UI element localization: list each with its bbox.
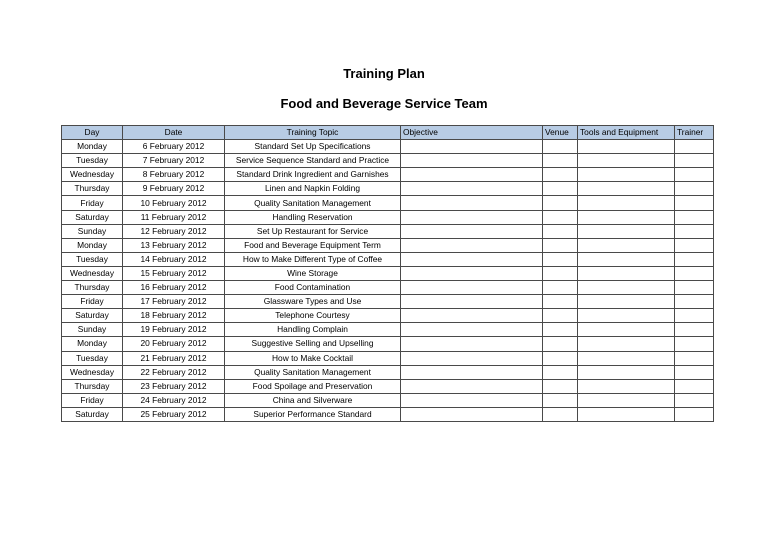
- date-cell: 19 February 2012: [123, 323, 225, 337]
- trainer-cell: [675, 224, 714, 238]
- topic-cell: China and Silverware: [225, 393, 401, 407]
- table-row: [62, 210, 714, 224]
- date-cell: 11 February 2012: [123, 210, 225, 224]
- date-cell: 20 February 2012: [123, 337, 225, 351]
- trainer-cell: [675, 407, 714, 421]
- date-cell: 21 February 2012: [123, 351, 225, 365]
- day-cell: Monday: [62, 238, 123, 252]
- topic-cell: Food and Beverage Equipment Term: [225, 238, 401, 252]
- table-row: [62, 281, 714, 295]
- objective-cell: [401, 323, 543, 337]
- tools-cell: [578, 224, 675, 238]
- day-cell: Saturday: [62, 407, 123, 421]
- topic-cell: How to Make Different Type of Coffee: [225, 252, 401, 266]
- trainer-cell: [675, 351, 714, 365]
- date-cell: 13 February 2012: [123, 238, 225, 252]
- objective-cell: [401, 295, 543, 309]
- table-row: [62, 224, 714, 238]
- venue-cell: [543, 238, 578, 252]
- day-cell: Thursday: [62, 182, 123, 196]
- day-cell: Sunday: [62, 224, 123, 238]
- objective-cell: [401, 337, 543, 351]
- day-cell: Wednesday: [62, 168, 123, 182]
- venue-cell: [543, 323, 578, 337]
- date-cell: 23 February 2012: [123, 379, 225, 393]
- objective-cell: [401, 154, 543, 168]
- tools-cell: [578, 266, 675, 280]
- venue-cell: [543, 266, 578, 280]
- venue-cell: [543, 309, 578, 323]
- day-cell: Wednesday: [62, 266, 123, 280]
- page-subtitle: Food and Beverage Service Team: [280, 96, 488, 111]
- day-cell: Wednesday: [62, 365, 123, 379]
- day-cell: Thursday: [62, 379, 123, 393]
- topic-cell: Standard Set Up Specifications: [225, 140, 401, 154]
- trainer-cell: [675, 309, 714, 323]
- table-row: [62, 309, 714, 323]
- date-cell: 18 February 2012: [123, 309, 225, 323]
- venue-cell: [543, 365, 578, 379]
- topic-cell: Wine Storage: [225, 266, 401, 280]
- table-header-row: [62, 126, 714, 140]
- tools-cell: [578, 281, 675, 295]
- topic-cell: Quality Sanitation Management: [225, 365, 401, 379]
- topic-cell: Food Contamination: [225, 281, 401, 295]
- trainer-cell: [675, 168, 714, 182]
- topic-cell: Quality Sanitation Management: [225, 196, 401, 210]
- objective-cell: [401, 351, 543, 365]
- tools-cell: [578, 140, 675, 154]
- topic-cell: Standard Drink Ingredient and Garnishes: [225, 168, 401, 182]
- tools-cell: [578, 323, 675, 337]
- date-cell: 17 February 2012: [123, 295, 225, 309]
- objective-cell: [401, 252, 543, 266]
- date-cell: 14 February 2012: [123, 252, 225, 266]
- header-tools-and-equipment: Tools and Equipment: [578, 126, 675, 140]
- table-row: [62, 154, 714, 168]
- objective-cell: [401, 224, 543, 238]
- venue-cell: [543, 252, 578, 266]
- venue-cell: [543, 337, 578, 351]
- objective-cell: [401, 140, 543, 154]
- trainer-cell: [675, 238, 714, 252]
- date-cell: 10 February 2012: [123, 196, 225, 210]
- topic-cell: How to Make Cocktail: [225, 351, 401, 365]
- table-row: [62, 407, 714, 421]
- topic-cell: Telephone Courtesy: [225, 309, 401, 323]
- venue-cell: [543, 351, 578, 365]
- trainer-cell: [675, 182, 714, 196]
- venue-cell: [543, 140, 578, 154]
- topic-cell: Handling Reservation: [225, 210, 401, 224]
- venue-cell: [543, 393, 578, 407]
- date-cell: 12 February 2012: [123, 224, 225, 238]
- date-cell: 6 February 2012: [123, 140, 225, 154]
- venue-cell: [543, 210, 578, 224]
- page-title: Training Plan: [343, 66, 425, 81]
- objective-cell: [401, 238, 543, 252]
- tools-cell: [578, 309, 675, 323]
- tools-cell: [578, 365, 675, 379]
- trainer-cell: [675, 379, 714, 393]
- venue-cell: [543, 295, 578, 309]
- trainer-cell: [675, 196, 714, 210]
- topic-cell: Set Up Restaurant for Service: [225, 224, 401, 238]
- day-cell: Monday: [62, 337, 123, 351]
- trainer-cell: [675, 252, 714, 266]
- day-cell: Tuesday: [62, 154, 123, 168]
- topic-cell: Handling Complain: [225, 323, 401, 337]
- table-row: [62, 238, 714, 252]
- table-row: [62, 337, 714, 351]
- day-cell: Monday: [62, 140, 123, 154]
- table-row: [62, 379, 714, 393]
- day-cell: Thursday: [62, 281, 123, 295]
- date-cell: 24 February 2012: [123, 393, 225, 407]
- table-row: [62, 182, 714, 196]
- objective-cell: [401, 281, 543, 295]
- venue-cell: [543, 224, 578, 238]
- table-row: [62, 393, 714, 407]
- header-training-topic: Training Topic: [225, 126, 401, 140]
- topic-cell: Suggestive Selling and Upselling: [225, 337, 401, 351]
- day-cell: Saturday: [62, 210, 123, 224]
- tools-cell: [578, 337, 675, 351]
- training-plan-table: [61, 125, 714, 422]
- header-trainer: Trainer: [675, 126, 714, 140]
- table-row: [62, 168, 714, 182]
- objective-cell: [401, 407, 543, 421]
- objective-cell: [401, 266, 543, 280]
- trainer-cell: [675, 393, 714, 407]
- topic-cell: Glassware Types and Use: [225, 295, 401, 309]
- date-cell: 7 February 2012: [123, 154, 225, 168]
- day-cell: Saturday: [62, 309, 123, 323]
- day-cell: Friday: [62, 393, 123, 407]
- objective-cell: [401, 196, 543, 210]
- tools-cell: [578, 351, 675, 365]
- day-cell: Friday: [62, 196, 123, 210]
- table-row: [62, 365, 714, 379]
- header-date: Date: [123, 126, 225, 140]
- venue-cell: [543, 407, 578, 421]
- tools-cell: [578, 295, 675, 309]
- tools-cell: [578, 168, 675, 182]
- day-cell: Tuesday: [62, 252, 123, 266]
- tools-cell: [578, 196, 675, 210]
- tools-cell: [578, 210, 675, 224]
- trainer-cell: [675, 365, 714, 379]
- header-day: Day: [62, 126, 123, 140]
- topic-cell: Food Spoilage and Preservation: [225, 379, 401, 393]
- trainer-cell: [675, 281, 714, 295]
- venue-cell: [543, 182, 578, 196]
- date-cell: 9 February 2012: [123, 182, 225, 196]
- date-cell: 25 February 2012: [123, 407, 225, 421]
- trainer-cell: [675, 154, 714, 168]
- venue-cell: [543, 196, 578, 210]
- venue-cell: [543, 168, 578, 182]
- tools-cell: [578, 393, 675, 407]
- objective-cell: [401, 309, 543, 323]
- objective-cell: [401, 393, 543, 407]
- venue-cell: [543, 154, 578, 168]
- day-cell: Tuesday: [62, 351, 123, 365]
- topic-cell: Linen and Napkin Folding: [225, 182, 401, 196]
- tools-cell: [578, 182, 675, 196]
- trainer-cell: [675, 295, 714, 309]
- date-cell: 8 February 2012: [123, 168, 225, 182]
- trainer-cell: [675, 140, 714, 154]
- topic-cell: Superior Performance Standard: [225, 407, 401, 421]
- trainer-cell: [675, 323, 714, 337]
- table-row: [62, 196, 714, 210]
- objective-cell: [401, 379, 543, 393]
- tools-cell: [578, 154, 675, 168]
- venue-cell: [543, 281, 578, 295]
- header-venue: Venue: [543, 126, 578, 140]
- objective-cell: [401, 168, 543, 182]
- date-cell: 15 February 2012: [123, 266, 225, 280]
- tools-cell: [578, 252, 675, 266]
- table-row: [62, 252, 714, 266]
- tools-cell: [578, 379, 675, 393]
- objective-cell: [401, 365, 543, 379]
- objective-cell: [401, 182, 543, 196]
- table-row: [62, 266, 714, 280]
- date-cell: 22 February 2012: [123, 365, 225, 379]
- table-body: [62, 140, 714, 422]
- table-row: [62, 351, 714, 365]
- trainer-cell: [675, 266, 714, 280]
- trainer-cell: [675, 337, 714, 351]
- table-row: [62, 140, 714, 154]
- topic-cell: Service Sequence Standard and Practice: [225, 154, 401, 168]
- trainer-cell: [675, 210, 714, 224]
- date-cell: 16 February 2012: [123, 281, 225, 295]
- tools-cell: [578, 407, 675, 421]
- day-cell: Friday: [62, 295, 123, 309]
- objective-cell: [401, 210, 543, 224]
- table-row: [62, 323, 714, 337]
- header-objective: Objective: [401, 126, 543, 140]
- venue-cell: [543, 379, 578, 393]
- tools-cell: [578, 238, 675, 252]
- day-cell: Sunday: [62, 323, 123, 337]
- table-row: [62, 295, 714, 309]
